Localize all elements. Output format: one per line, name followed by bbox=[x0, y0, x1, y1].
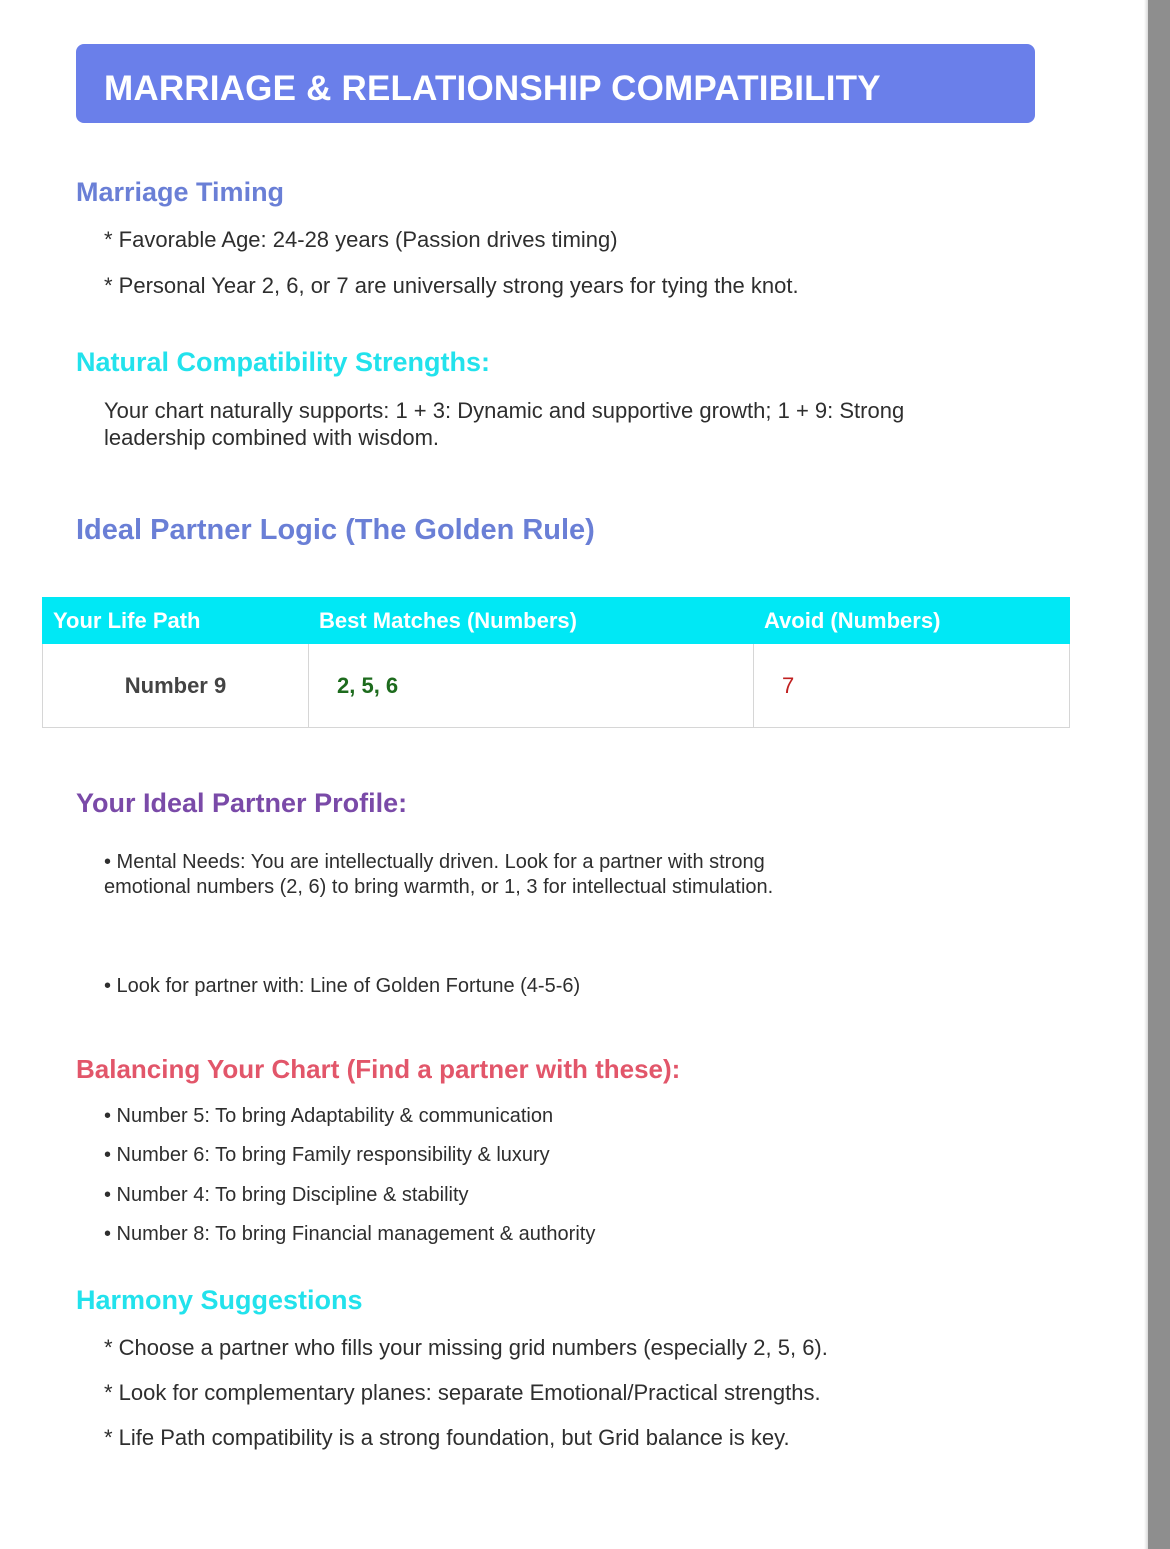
column-header-avoid: Avoid (Numbers) bbox=[754, 598, 1070, 644]
balancing-heading: Balancing Your Chart (Find a partner with these): bbox=[76, 1054, 681, 1084]
avoid-cell: 7 bbox=[754, 644, 1070, 728]
title-banner bbox=[76, 44, 1035, 123]
balancing-item: • Number 6: To bring Family responsibility & luxury bbox=[104, 1144, 550, 1166]
harmony-heading: Harmony Suggestions bbox=[76, 1285, 363, 1315]
ideal-logic-heading: Ideal Partner Logic (The Golden Rule) bbox=[76, 514, 595, 546]
life-path-cell: Number 9 bbox=[43, 644, 309, 728]
natural-strengths-text: Your chart naturally supports: 1 + 3: Dynamic and supportive growth; 1 + 9: Strong leadership combined with wisdom. bbox=[104, 398, 905, 450]
marriage-timing-heading: Marriage Timing bbox=[76, 177, 285, 207]
balancing-item: • Number 8: To bring Financial management & authority bbox=[104, 1223, 596, 1245]
harmony-item: * Life Path compatibility is a strong foundation, but Grid balance is key. bbox=[104, 1425, 790, 1450]
mental-needs-text: • Mental Needs: You are intellectually driven. Look for a partner with strong emotional numbers (2, 6) to bring warmth, or 1, 3 for intellectual stimulation. bbox=[104, 851, 774, 898]
best-matches-cell: 2, 5, 6 bbox=[309, 644, 754, 728]
marriage-timing-item: * Personal Year 2, 6, or 7 are universally strong years for tying the knot. bbox=[104, 273, 799, 298]
look-for-text: • Look for partner with: Line of Golden Fortune (4-5-6) bbox=[104, 975, 581, 997]
marriage-timing-item: * Favorable Age: 24-28 years (Passion drives timing) bbox=[104, 227, 618, 252]
page-edge bbox=[1148, 0, 1170, 1549]
harmony-item: * Look for complementary planes: separate Emotional/Practical strengths. bbox=[104, 1380, 821, 1405]
balancing-item: • Number 4: To bring Discipline & stability bbox=[104, 1184, 469, 1206]
column-header-best-matches: Best Matches (Numbers) bbox=[309, 598, 754, 644]
balancing-item: • Number 5: To bring Adaptability & communication bbox=[104, 1105, 554, 1127]
table-row bbox=[43, 644, 1070, 728]
natural-strengths-heading: Natural Compatibility Strengths: bbox=[76, 347, 491, 377]
table-header-row bbox=[43, 598, 1070, 644]
partner-profile-heading: Your Ideal Partner Profile: bbox=[76, 788, 408, 818]
page-title: MARRIAGE & RELATIONSHIP COMPATIBILITY bbox=[104, 68, 881, 108]
harmony-item: * Choose a partner who fills your missing grid numbers (especially 2, 5, 6). bbox=[104, 1335, 828, 1360]
compatibility-table bbox=[42, 597, 1070, 728]
column-header-life-path: Your Life Path bbox=[43, 598, 309, 644]
